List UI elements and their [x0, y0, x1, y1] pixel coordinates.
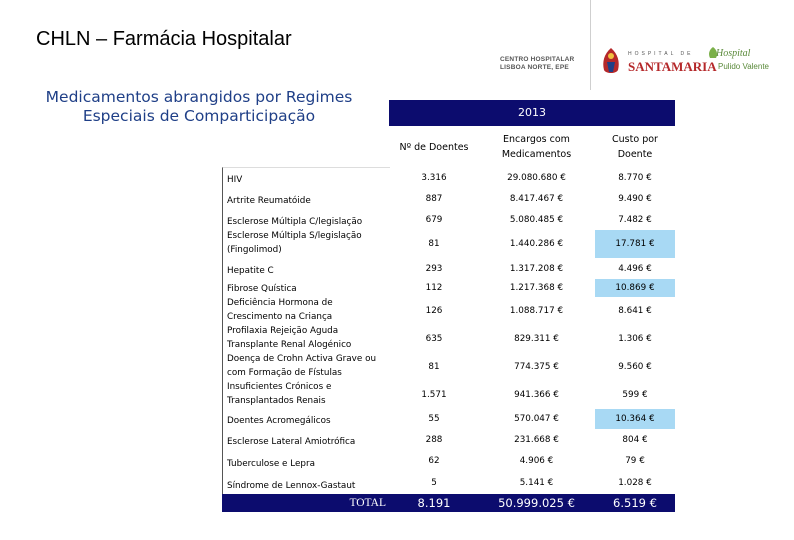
cell-doentes: 81: [428, 362, 440, 372]
table-row: [222, 279, 675, 297]
table-row: [222, 429, 675, 450]
table-row: [222, 230, 675, 258]
cell-custo: 8.641 €: [618, 306, 652, 316]
chln-logo: [500, 56, 590, 72]
row-label: Hepatite C: [227, 266, 274, 276]
row-label: Esclerose Múltipla C/legislação: [227, 217, 363, 227]
cell-custo: 599 €: [622, 390, 648, 400]
cell-custo-highlighted: 17.781 €: [595, 230, 675, 258]
row-label: Insuficientes Crónicos e Transplantados Renais: [227, 382, 332, 406]
cell-encargos: 1.317.208 €: [509, 263, 564, 274]
cell-encargos: 29.080.680 €: [507, 172, 566, 183]
cell-custo: 804 €: [622, 434, 648, 445]
row-label: Tuberculose e Lepra: [227, 459, 316, 469]
santa-maria-logo-small: HOSPITAL DE: [628, 51, 694, 57]
chln-logo-line-1: CENTRO HOSPITALAR: [500, 56, 575, 63]
total-label: TOTAL: [349, 497, 386, 509]
cell-doentes: 81: [428, 239, 440, 249]
table-row: [222, 258, 675, 279]
total-row: [222, 494, 675, 512]
santa-maria-logo-name: SANTAMARIA: [628, 59, 717, 74]
table-row: [222, 472, 675, 494]
total-custo: 6.519 €: [613, 496, 657, 510]
cell-doentes: 5: [431, 478, 437, 488]
header-divider: [590, 0, 591, 90]
santa-maria-logo: [598, 46, 717, 80]
table-row: [222, 353, 675, 381]
cell-doentes: 126: [425, 306, 443, 316]
column-header-custo: [595, 127, 675, 167]
cell-doentes: 679: [425, 214, 443, 225]
cell-doentes: 288: [425, 434, 443, 445]
cell-encargos: 231.668 €: [514, 434, 559, 445]
column-header-custo-line-2: Doente: [617, 149, 653, 160]
total-doentes: 8.191: [417, 496, 451, 510]
cell-doentes: 62: [428, 456, 440, 466]
cell-encargos: 5.141 €: [519, 478, 554, 488]
cell-encargos: 4.906 €: [519, 456, 554, 466]
table-row: [222, 167, 675, 188]
row-label: Profilaxia Rejeição Aguda Transplante Renal Alogénico: [227, 326, 352, 350]
total-encargos: 50.999.025 €: [498, 496, 575, 510]
row-label: Doença de Crohn Activa Grave ou com Formação de Fístulas: [227, 354, 377, 378]
page-subtitle: [14, 88, 384, 126]
page-title: CHLN – Farmácia Hospitalar: [36, 28, 292, 50]
year-header: 2013: [389, 100, 675, 126]
row-label: Esclerose Lateral Amiotrófica: [227, 437, 356, 447]
cell-encargos: 1.440.286 €: [509, 239, 564, 249]
cell-encargos: 941.366 €: [514, 390, 559, 400]
cell-encargos: 829.311 €: [514, 334, 559, 344]
cell-encargos: 1.217.368 €: [509, 283, 564, 293]
table-row: [222, 409, 675, 429]
cell-custo: 9.560 €: [618, 362, 652, 372]
row-label: Deficiência Hormona de Crescimento na Criança: [227, 298, 333, 322]
cell-custo: 9.490 €: [618, 193, 652, 204]
cell-custo-highlighted: 10.869 €: [595, 279, 675, 297]
column-header-encargos-line-1: Encargos com: [503, 134, 570, 145]
table-row: [222, 325, 675, 353]
pulido-valente-logo: [704, 44, 784, 78]
row-label: Doentes Acromegálicos: [227, 416, 331, 426]
cell-custo: 4.496 €: [618, 263, 652, 274]
row-label: Esclerose Múltipla S/legislação (Fingolimod): [227, 231, 362, 255]
cell-doentes: 887: [425, 193, 443, 204]
cell-custo: 7.482 €: [618, 214, 652, 225]
subtitle-line-2: Especiais de Comparticipação: [82, 107, 316, 125]
cell-doentes: 3.316: [421, 172, 447, 183]
pulido-valente-logo-line-1: Hospital: [716, 48, 751, 59]
row-label: Artrite Reumatóide: [227, 196, 311, 206]
cell-encargos: 774.375 €: [514, 362, 559, 372]
column-header-doentes: Nº de Doentes: [399, 141, 469, 153]
pulido-valente-logo-line-2: Pulido Valente: [718, 62, 769, 71]
cell-encargos: 8.417.467 €: [509, 193, 564, 204]
table-row: [222, 450, 675, 472]
subtitle-line-1: Medicamentos abrangidos por Regimes: [45, 88, 353, 106]
chln-logo-line-2: LISBOA NORTE, EPE: [500, 64, 569, 71]
table-row: [222, 381, 675, 409]
column-header-custo-line-1: Custo por: [612, 134, 658, 145]
table-row: [222, 297, 675, 325]
row-label: HIV: [227, 175, 243, 185]
cell-custo: 1.306 €: [618, 334, 652, 344]
cell-custo: 8.770 €: [618, 172, 652, 183]
row-label: Fibrose Quística: [227, 284, 297, 294]
cell-custo: 1.028 €: [618, 478, 652, 488]
santa-maria-emblem-icon: [598, 46, 624, 78]
cell-custo: 79 €: [625, 456, 645, 466]
cell-doentes: 55: [428, 414, 440, 424]
table-row: [222, 209, 675, 230]
cell-encargos: 1.088.717 €: [509, 306, 564, 316]
row-label: Síndrome de Lennox-Gastaut: [227, 481, 356, 491]
cell-doentes: 293: [425, 263, 443, 274]
cell-custo-highlighted: 10.364 €: [595, 409, 675, 429]
cell-encargos: 570.047 €: [514, 414, 559, 424]
column-header-encargos: [478, 127, 595, 167]
cell-doentes: 635: [425, 334, 443, 344]
cell-doentes: 1.571: [421, 390, 447, 400]
table-row: [222, 188, 675, 209]
cell-encargos: 5.080.485 €: [509, 214, 564, 225]
column-header-encargos-line-2: Medicamentos: [501, 149, 572, 160]
cell-doentes: 112: [425, 283, 443, 293]
